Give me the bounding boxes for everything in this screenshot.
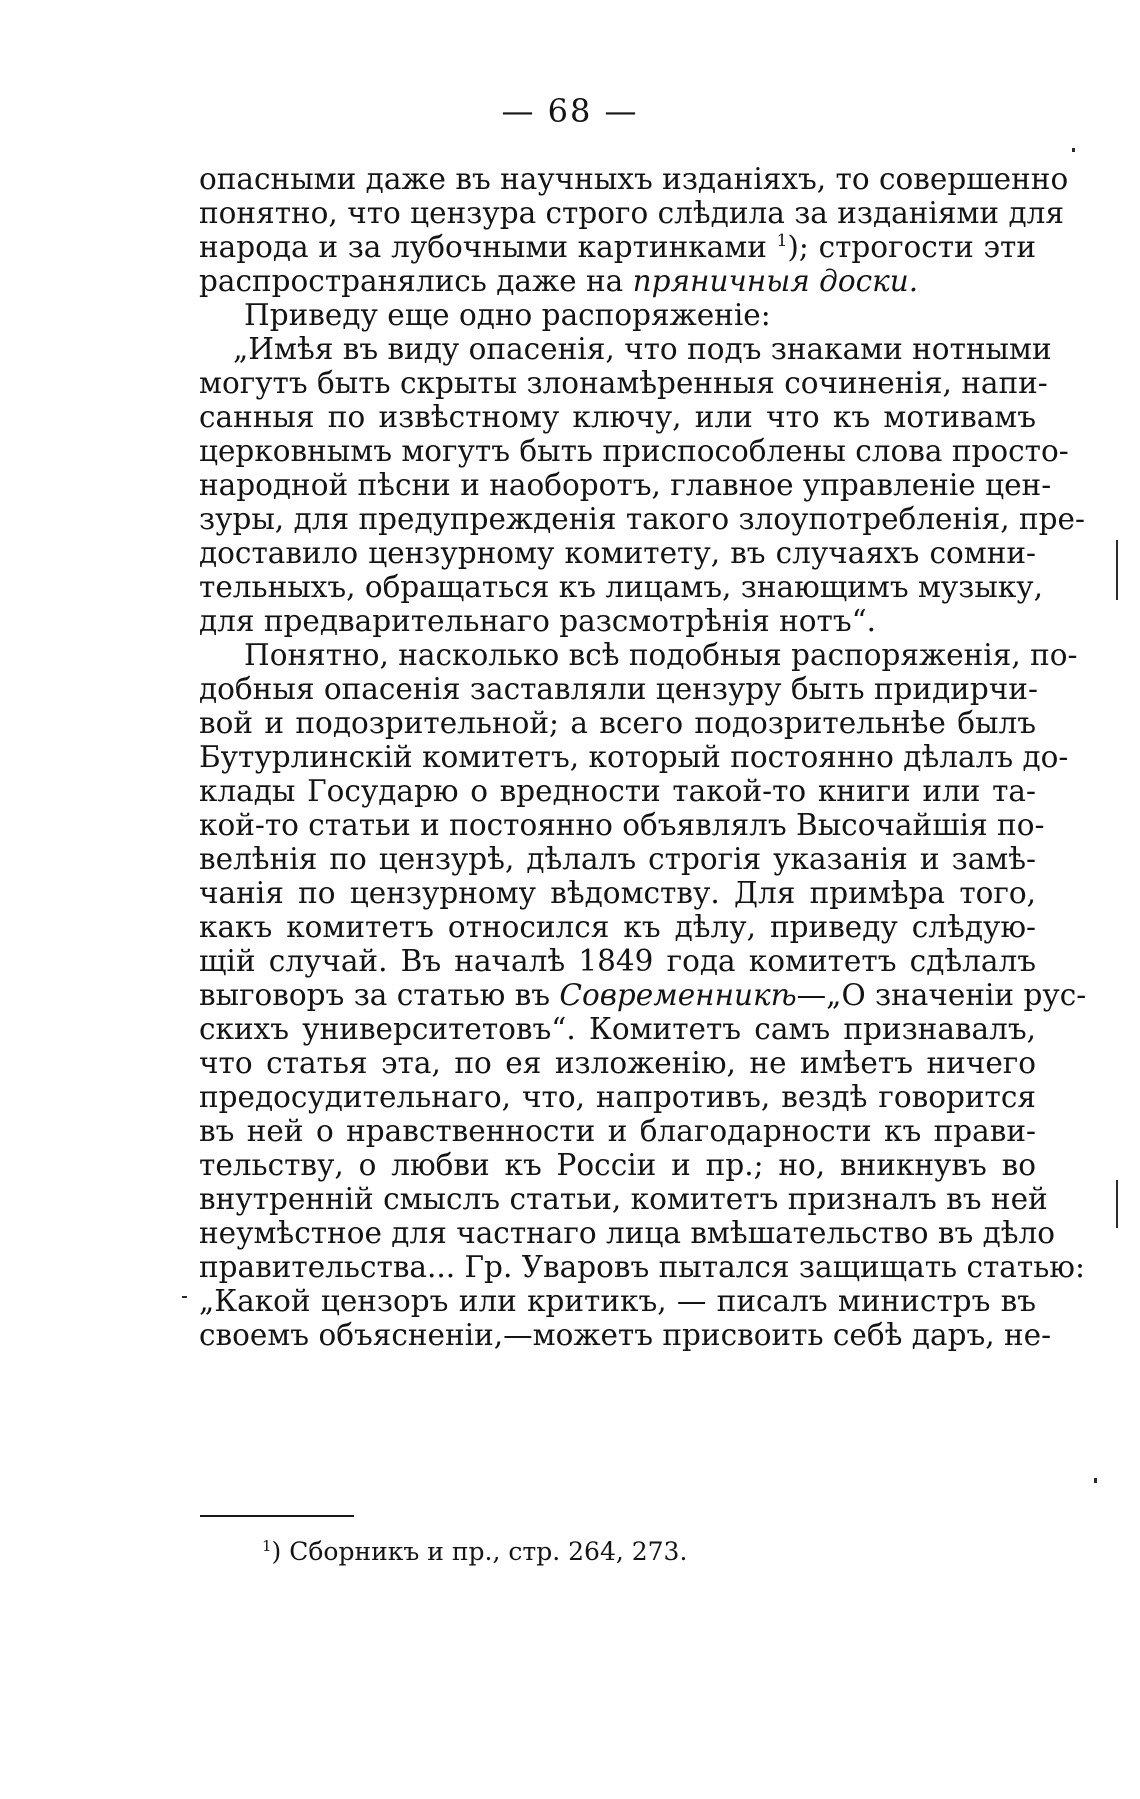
text-line: выговоръ за статью въ Современникѣ—„О значеніи рус-	[199, 978, 1087, 1012]
text-line: зуры, для предупрежденія такого злоупотребленія, пре-	[199, 502, 1085, 536]
text-line: своемъ объясненіи,—можетъ присвоить себѣ даръ, не-	[199, 1318, 1052, 1352]
scan-speck	[1094, 1478, 1097, 1483]
italic-text: пряничныя доски.	[632, 264, 919, 298]
text-line: доставило цензурному комитету, въ случаяхъ сомни-	[199, 536, 1036, 570]
text-line: народа и за лубочными картинками $^1$); строгости эти	[199, 230, 1036, 264]
scan-speck	[1072, 148, 1075, 152]
footnote-rule	[200, 1515, 354, 1517]
text-line: тельныхъ, обращаться къ лицамъ, знающимъ музыку,	[199, 570, 1044, 604]
text-line: чанія по цензурному вѣдомству. Для примѣра того,	[199, 876, 1036, 910]
text-line: въ ней о нравственности и благодарности къ прави-	[199, 1114, 1036, 1148]
text-line: народной пѣсни и наоборотъ, главное управленіе цен-	[199, 468, 1052, 502]
text-line: понятно, что цензура строго слѣдила за изданіями для	[199, 196, 1064, 230]
footnote-marker: 1	[262, 1537, 272, 1555]
scan-edge-mark	[1116, 1180, 1118, 1228]
text-line: тельству, о любви къ Россіи и пр.; но, вникнувъ во	[199, 1148, 1036, 1182]
italic-text: Современникѣ	[559, 978, 797, 1012]
text-line: вой и подозрительной; а всего подозрительнѣе былъ	[199, 706, 1036, 740]
text-line: для предварительнаго разсмотрѣнія нотъ“.	[199, 604, 877, 638]
text-line: церковнымъ могутъ быть приспособлены слова просто-	[199, 434, 1069, 468]
page-number: — 68 —	[501, 92, 639, 130]
footnote: $^1$) Сборникъ и пр., стр. 264, 273.	[262, 1537, 688, 1566]
text-line: скихъ университетовъ“. Комитетъ самъ признавалъ,	[199, 1012, 1036, 1046]
text-line: внутренній смыслъ статьи, комитетъ призналъ въ ней	[199, 1182, 1048, 1216]
text-line: предосудительнаго, что, напротивъ, вездѣ говорится	[199, 1080, 1036, 1114]
text-line: Понятно, насколько всѣ подобныя распоряженія, по-	[244, 638, 1078, 672]
text-line: Приведу еще одно распоряженіе:	[244, 298, 771, 332]
footnote-marker: 1	[776, 231, 788, 251]
text-line: какъ комитетъ относился къ дѣлу, приведу слѣдую-	[199, 910, 1036, 944]
scan-speck	[182, 1296, 187, 1298]
text-line: что статья эта, по ея изложенію, не имѣетъ ничего	[199, 1046, 1036, 1080]
text-line: велѣнія по цензурѣ, дѣлалъ строгія указанія и замѣ-	[199, 842, 1036, 876]
text-line: правительства... Гр. Уваровъ пытался защищать статью:	[199, 1250, 1085, 1284]
text-line: „Имѣя въ виду опасенія, что подъ знаками нотными	[233, 332, 1052, 366]
text-line: санныя по извѣстному ключу, или что къ мотивамъ	[199, 400, 1036, 434]
text-line: клады Государю о вредности такой-то книги или та-	[199, 774, 1036, 808]
text-line: могутъ быть скрыты злонамѣренныя сочиненія, напи-	[199, 366, 1048, 400]
text-line: распространялись даже на пряничныя доски.	[199, 264, 919, 298]
text-line: опасными даже въ научныхъ изданіяхъ, то совершенно	[199, 162, 1069, 196]
text-line: „Какой цензоръ или критикъ, — писалъ министръ въ	[199, 1284, 1036, 1318]
text-line: добныя опасенія заставляли цензуру быть придирчи-	[199, 672, 1038, 706]
scan-edge-mark	[1116, 540, 1118, 600]
text-line: кой-то статьи и постоянно объявлялъ Высочайшія по-	[199, 808, 1045, 842]
text-line: щій случай. Въ началѣ 1849 года комитетъ сдѣлалъ	[199, 944, 1036, 978]
text-line: Бутурлинскій комитетъ, который постоянно дѣлалъ до-	[199, 740, 1069, 774]
text-line: неумѣстное для частнаго лица вмѣшательство въ дѣло	[199, 1216, 1056, 1250]
